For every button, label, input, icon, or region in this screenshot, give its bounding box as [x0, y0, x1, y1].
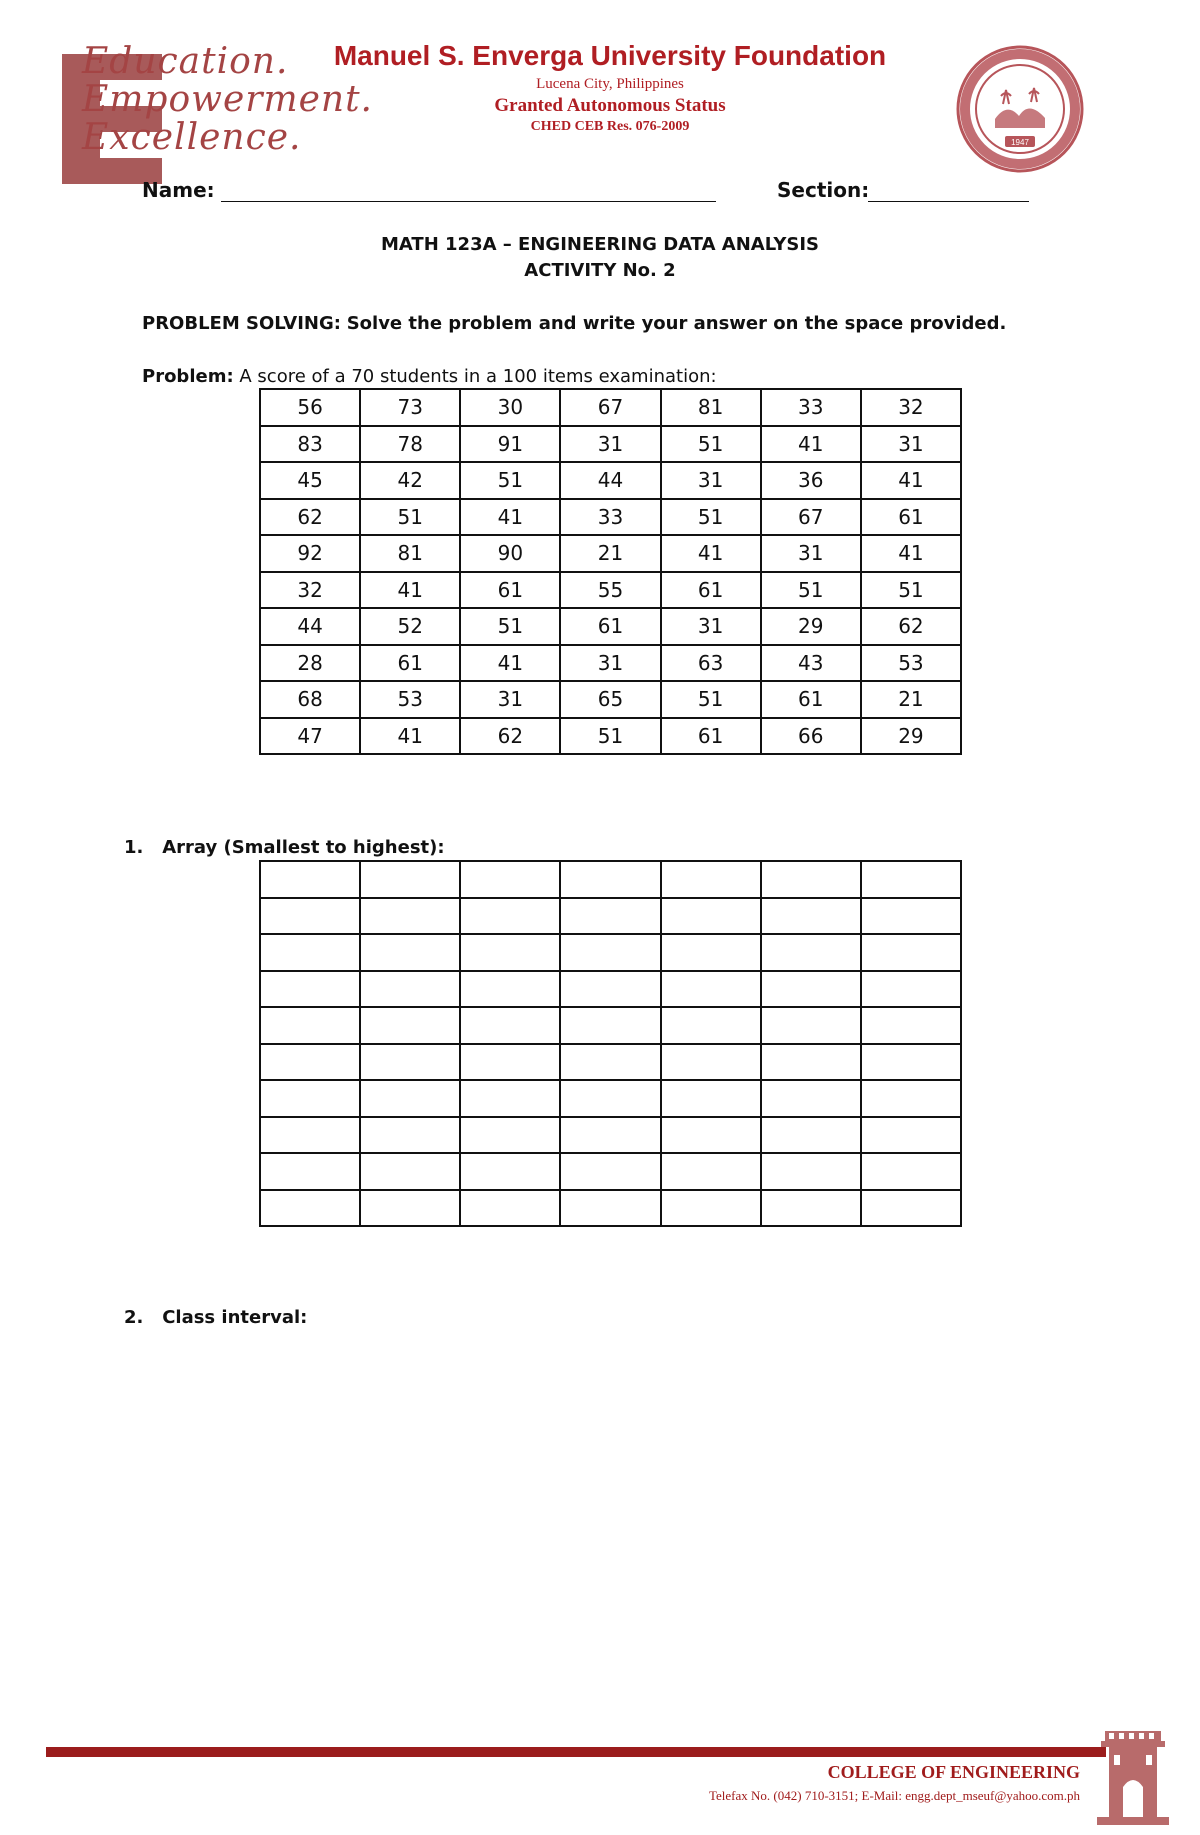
score-cell: 53 [861, 645, 961, 682]
score-cell: 78 [360, 426, 460, 463]
table-row [260, 499, 961, 536]
score-cell: 41 [861, 535, 961, 572]
score-cell: 47 [260, 718, 360, 755]
answer-cell[interactable] [460, 934, 560, 971]
score-cell: 29 [761, 608, 861, 645]
answer-cell[interactable] [260, 898, 360, 935]
score-cell: 41 [861, 462, 961, 499]
answer-cell[interactable] [661, 1080, 761, 1117]
score-cell: 52 [360, 608, 460, 645]
score-cell: 67 [761, 499, 861, 536]
score-cell: 61 [761, 681, 861, 718]
score-cell: 55 [560, 572, 660, 609]
score-cell: 61 [360, 645, 460, 682]
score-cell: 51 [460, 608, 560, 645]
score-cell: 61 [460, 572, 560, 609]
answer-cell[interactable] [560, 1044, 660, 1081]
score-cell: 51 [460, 462, 560, 499]
answer-cell[interactable] [761, 1080, 861, 1117]
answer-cell[interactable] [560, 971, 660, 1008]
score-cell: 62 [460, 718, 560, 755]
score-cell: 67 [560, 389, 660, 426]
section-label: Section: [777, 178, 870, 202]
score-cell: 41 [460, 499, 560, 536]
answer-cell[interactable] [460, 1117, 560, 1154]
answer-cell[interactable] [661, 971, 761, 1008]
university-seal-icon [955, 44, 1085, 174]
score-cell: 90 [460, 535, 560, 572]
answer-cell[interactable] [360, 898, 460, 935]
score-cell: 83 [260, 426, 360, 463]
answer-cell[interactable] [861, 898, 961, 935]
question-2-text: Class interval: [162, 1307, 308, 1328]
contact-info: Telefax No. (042) 710-3151; E-Mail: engg.dept_mseuf@yahoo.com.ph [708, 1788, 1080, 1803]
score-cell: 62 [260, 499, 360, 536]
section-field[interactable] [868, 201, 1029, 202]
score-cell: 43 [761, 645, 861, 682]
answer-cell[interactable] [761, 1117, 861, 1154]
problem-label: Problem: [142, 366, 234, 387]
question-1-text: Array (Smallest to highest): [162, 837, 445, 858]
answer-cell[interactable] [661, 1117, 761, 1154]
table-row [260, 1153, 961, 1190]
answer-cell[interactable] [861, 971, 961, 1008]
answer-cell[interactable] [861, 1190, 961, 1227]
answer-cell[interactable] [560, 1007, 660, 1044]
score-cell: 61 [861, 499, 961, 536]
score-cell: 31 [761, 535, 861, 572]
score-cell: 61 [661, 572, 761, 609]
answer-cell[interactable] [560, 898, 660, 935]
question-1 [124, 837, 445, 858]
score-cell: 33 [761, 389, 861, 426]
answer-cell[interactable] [360, 1153, 460, 1190]
table-row [260, 535, 961, 572]
table-row [260, 934, 961, 971]
answer-cell[interactable] [460, 1044, 560, 1081]
score-cell: 32 [260, 572, 360, 609]
college-name: COLLEGE OF ENGINEERING [827, 1762, 1080, 1782]
table-row [260, 1117, 961, 1154]
table-row [260, 462, 961, 499]
answer-cell[interactable] [260, 1080, 360, 1117]
answer-cell[interactable] [861, 861, 961, 898]
score-cell: 41 [360, 572, 460, 609]
table-row [260, 1080, 961, 1117]
score-cell: 81 [360, 535, 460, 572]
motto-line-3: Excellence. [82, 117, 302, 158]
answer-cell[interactable] [861, 934, 961, 971]
score-cell: 42 [360, 462, 460, 499]
answer-cell[interactable] [861, 1007, 961, 1044]
university-name: Manuel S. Enverga University Foundation [333, 40, 887, 71]
answer-cell[interactable] [360, 1080, 460, 1117]
answer-cell[interactable] [460, 1080, 560, 1117]
answer-cell[interactable] [761, 971, 861, 1008]
score-cell: 31 [460, 681, 560, 718]
course-title: MATH 123A – ENGINEERING DATA ANALYSIS [380, 234, 820, 255]
answer-cell[interactable] [761, 898, 861, 935]
answer-cell[interactable] [460, 861, 560, 898]
score-cell: 31 [560, 426, 660, 463]
score-cell: 65 [560, 681, 660, 718]
answer-cell[interactable] [260, 1007, 360, 1044]
answer-cell[interactable] [460, 1190, 560, 1227]
answer-cell[interactable] [260, 1190, 360, 1227]
answer-cell[interactable] [661, 1153, 761, 1190]
score-cell: 68 [260, 681, 360, 718]
motto-line-1: Education. [82, 41, 289, 82]
score-cell: 66 [761, 718, 861, 755]
answer-cell[interactable] [460, 1153, 560, 1190]
table-row [260, 1044, 961, 1081]
answer-cell[interactable] [460, 1007, 560, 1044]
instructions-label: PROBLEM SOLVING: [142, 313, 341, 334]
score-cell: 62 [861, 608, 961, 645]
answer-cell[interactable] [861, 1080, 961, 1117]
table-row [260, 1007, 961, 1044]
table-row [260, 572, 961, 609]
table-row [260, 389, 961, 426]
answer-cell[interactable] [861, 1153, 961, 1190]
answer-cell[interactable] [661, 898, 761, 935]
building-icon [1097, 1725, 1169, 1825]
score-cell: 91 [460, 426, 560, 463]
score-cell: 53 [360, 681, 460, 718]
score-cell: 31 [661, 608, 761, 645]
score-cell: 31 [861, 426, 961, 463]
problem-statement [142, 366, 717, 387]
activity-title: ACTIVITY No. 2 [524, 260, 676, 281]
score-cell: 51 [661, 681, 761, 718]
score-cell: 92 [260, 535, 360, 572]
table-row [260, 1190, 961, 1227]
table-row [260, 645, 961, 682]
table-row [260, 681, 961, 718]
score-cell: 51 [661, 426, 761, 463]
score-cell: 61 [661, 718, 761, 755]
question-2-number: 2. [124, 1307, 144, 1328]
array-answer-table [259, 860, 962, 1227]
problem-text: A score of a 70 students in a 100 items examination: [239, 366, 717, 387]
score-cell: 81 [661, 389, 761, 426]
motto-line-2: Empowerment. [82, 79, 373, 120]
table-row [260, 608, 961, 645]
answer-cell[interactable] [560, 1190, 660, 1227]
score-cell: 41 [761, 426, 861, 463]
score-cell: 51 [661, 499, 761, 536]
answer-cell[interactable] [560, 1117, 660, 1154]
table-row [260, 898, 961, 935]
score-cell: 41 [360, 718, 460, 755]
autonomous-status: Granted Autonomous Status [494, 95, 726, 116]
answer-cell[interactable] [761, 1153, 861, 1190]
answer-cell[interactable] [460, 971, 560, 1008]
score-cell: 63 [661, 645, 761, 682]
answer-cell[interactable] [661, 1044, 761, 1081]
answer-cell[interactable] [560, 1153, 660, 1190]
score-cell: 41 [460, 645, 560, 682]
score-cell: 44 [260, 608, 360, 645]
score-cell: 51 [761, 572, 861, 609]
table-row [260, 718, 961, 755]
answer-cell[interactable] [761, 1007, 861, 1044]
answer-cell[interactable] [661, 861, 761, 898]
instructions [142, 313, 1006, 334]
answer-cell[interactable] [260, 971, 360, 1008]
score-cell: 21 [560, 535, 660, 572]
score-cell: 36 [761, 462, 861, 499]
answer-cell[interactable] [360, 1044, 460, 1081]
answer-cell[interactable] [761, 934, 861, 971]
score-cell: 56 [260, 389, 360, 426]
score-cell: 30 [460, 389, 560, 426]
answer-cell[interactable] [661, 1007, 761, 1044]
answer-cell[interactable] [260, 1117, 360, 1154]
score-cell: 51 [560, 718, 660, 755]
score-cell: 51 [360, 499, 460, 536]
answer-cell[interactable] [360, 1190, 460, 1227]
scores-table [259, 388, 962, 755]
instructions-text: Solve the problem and write your answer on the space provided. [346, 313, 1007, 334]
question-2 [124, 1307, 307, 1328]
table-row [260, 971, 961, 1008]
score-cell: 33 [560, 499, 660, 536]
answer-cell[interactable] [761, 861, 861, 898]
footer-divider [46, 1747, 1106, 1757]
answer-cell[interactable] [460, 898, 560, 935]
table-row [260, 861, 961, 898]
score-cell: 51 [861, 572, 961, 609]
score-cell: 45 [260, 462, 360, 499]
answer-cell[interactable] [260, 934, 360, 971]
answer-cell[interactable] [260, 861, 360, 898]
answer-cell[interactable] [560, 861, 660, 898]
table-row [260, 426, 961, 463]
score-cell: 21 [861, 681, 961, 718]
answer-cell[interactable] [360, 1007, 460, 1044]
answer-cell[interactable] [360, 971, 460, 1008]
university-location: Lucena City, Philippines [536, 76, 684, 92]
answer-cell[interactable] [761, 1190, 861, 1227]
score-cell: 73 [360, 389, 460, 426]
seal-year: 1947 [1011, 138, 1029, 147]
answer-cell[interactable] [761, 1044, 861, 1081]
answer-cell[interactable] [360, 934, 460, 971]
score-cell: 41 [661, 535, 761, 572]
name-field[interactable] [221, 201, 716, 202]
score-cell: 31 [661, 462, 761, 499]
answer-cell[interactable] [260, 1044, 360, 1081]
answer-cell[interactable] [861, 1044, 961, 1081]
answer-cell[interactable] [861, 1117, 961, 1154]
answer-cell[interactable] [360, 1117, 460, 1154]
score-cell: 44 [560, 462, 660, 499]
score-cell: 28 [260, 645, 360, 682]
score-cell: 61 [560, 608, 660, 645]
answer-cell[interactable] [560, 1080, 660, 1117]
ched-resolution: CHED CEB Res. 076-2009 [530, 119, 690, 134]
question-1-number: 1. [124, 837, 144, 858]
score-cell: 31 [560, 645, 660, 682]
answer-cell[interactable] [661, 1190, 761, 1227]
answer-cell[interactable] [661, 934, 761, 971]
score-cell: 32 [861, 389, 961, 426]
answer-cell[interactable] [560, 934, 660, 971]
name-label: Name: [142, 178, 215, 202]
answer-cell[interactable] [260, 1153, 360, 1190]
answer-cell[interactable] [360, 861, 460, 898]
score-cell: 29 [861, 718, 961, 755]
